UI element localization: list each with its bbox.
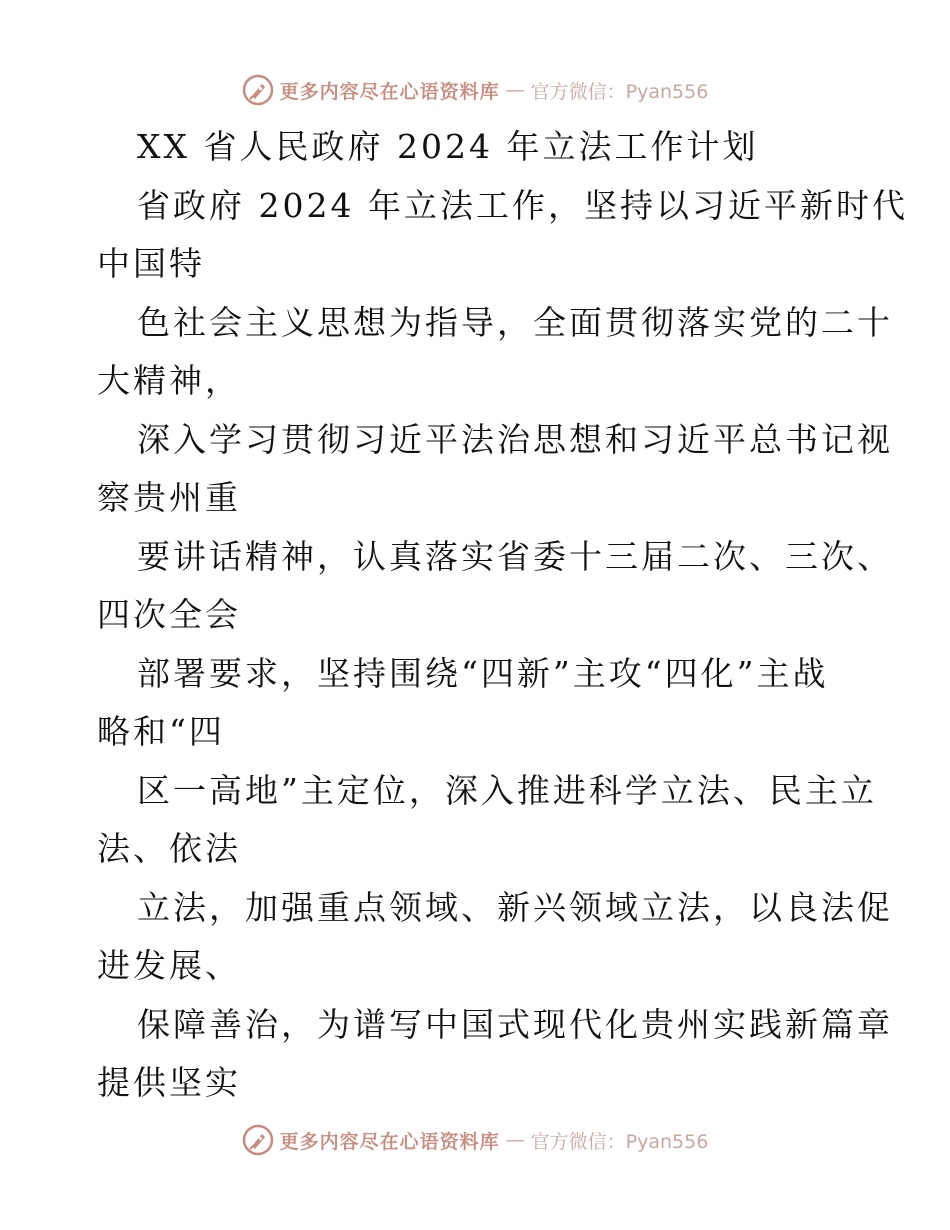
paragraph-line: 中国特 — [97, 244, 205, 283]
paragraph-line: 深入学习贯彻习近平法治思想和习近平总书记视 — [137, 419, 893, 459]
paragraph-line: 略和“四 — [97, 712, 225, 751]
fountain-pen-icon — [242, 1124, 274, 1156]
paragraph-line: 区一高地”主定位，深入推进科学立法、民主立 — [137, 770, 877, 810]
paragraph-line: 大精神， — [97, 361, 241, 400]
paragraph-line: 进发展、 — [97, 946, 241, 985]
paragraph-line: 色社会主义思想为指导，全面贯彻落实党的二十 — [137, 302, 893, 342]
watermark-contact: 官方微信：Pyan556 — [530, 1130, 709, 1153]
watermark-separator: — — [505, 1129, 525, 1151]
paragraph-line: 四次全会 — [97, 595, 241, 634]
paragraph-line: 法、依法 — [97, 829, 241, 868]
header-watermark — [0, 70, 950, 110]
paragraph-line: 部署要求，坚持围绕“四新”主攻“四化”主战 — [137, 653, 829, 693]
document-body — [97, 118, 908, 1113]
paragraph-line: 立法，加强重点领域、新兴领域立法，以良法促 — [137, 887, 893, 927]
paragraph-line: 要讲话精神，认真落实省委十三届二次、三次、 — [137, 536, 893, 576]
watermark-brand: 更多内容尽在心语资料库 — [279, 80, 500, 103]
paragraph-line: 省政府 2024 年立法工作，坚持以习近平新时代 — [137, 185, 908, 225]
paragraph-line: 保障善治，为谱写中国式现代化贵州实践新篇章 — [137, 1004, 893, 1044]
document-title: XX 省人民政府 2024 年立法工作计划 — [137, 127, 759, 166]
footer-watermark — [0, 1120, 950, 1160]
watermark-brand: 更多内容尽在心语资料库 — [279, 1130, 500, 1153]
paragraph-line: 提供坚实 — [97, 1063, 241, 1102]
watermark-contact: 官方微信：Pyan556 — [530, 80, 709, 103]
watermark-separator: — — [505, 79, 525, 101]
fountain-pen-icon — [242, 74, 274, 106]
paragraph-line: 察贵州重 — [97, 478, 241, 517]
